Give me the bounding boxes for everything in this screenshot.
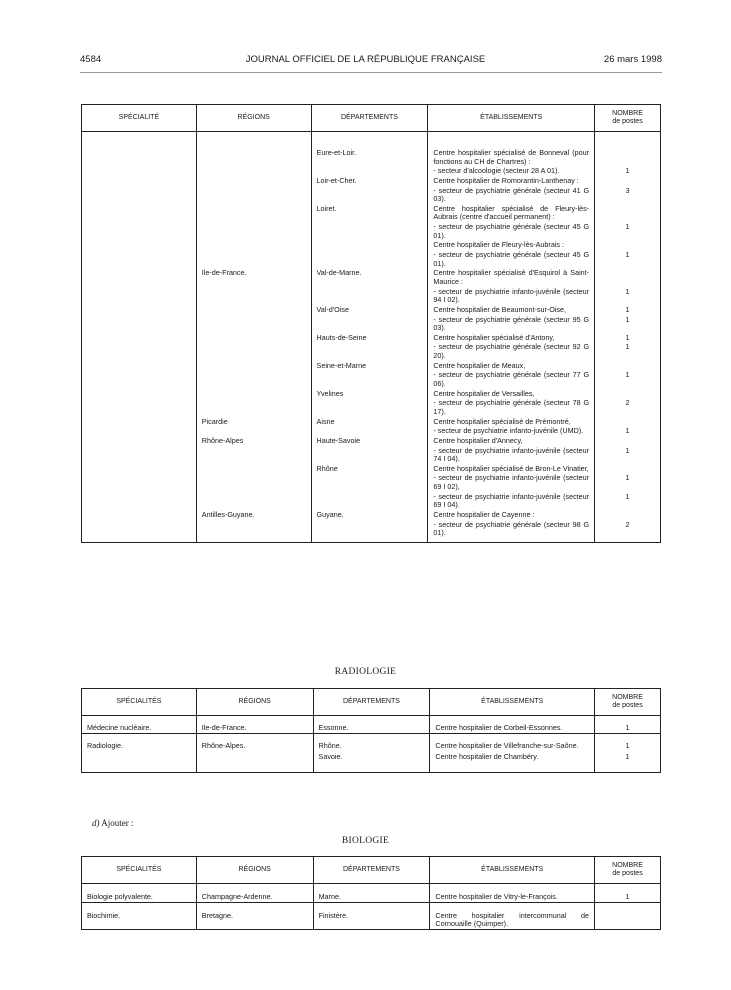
region-cell: [196, 473, 311, 491]
nombre-cell: 1: [595, 342, 661, 360]
table-row: [82, 333, 661, 343]
table-row: [82, 240, 661, 250]
specialite-cell: Radiologie.: [82, 733, 197, 750]
table-row: [82, 716, 661, 734]
departement-cell: Rhône: [311, 464, 428, 474]
region-cell: [196, 250, 311, 268]
departement-cell: [311, 520, 428, 543]
table-row: [82, 132, 661, 167]
etablissement-cell: - secteur de psychiatrie générale (secteur 98 G 01).: [428, 520, 595, 543]
region-cell: [196, 186, 311, 204]
specialite-cell: [82, 473, 197, 491]
nombre-cell: 1: [595, 750, 661, 772]
etablissement-cell: Centre hospitalier spécialisé d'Antony,: [428, 333, 595, 343]
etablissement-cell: - secteur de psychiatrie générale (secteur 41 G 03).: [428, 186, 595, 204]
region-cell: Ile-de-France.: [196, 268, 311, 286]
table-row: [82, 426, 661, 436]
etablissement-cell: Centre hospitalier de Romorantin-Lanthenay :: [428, 176, 595, 186]
specialite-cell: [82, 464, 197, 474]
table-row: [82, 902, 661, 929]
departement-cell: [311, 370, 428, 388]
specialite-cell: [82, 426, 197, 436]
departement-cell: [311, 287, 428, 305]
nombre-cell: 1: [595, 333, 661, 343]
departement-cell: Eure-et-Loir.: [311, 132, 428, 167]
table-row: [82, 510, 661, 520]
note-letter: d): [92, 818, 100, 828]
nombre-cell: [595, 417, 661, 427]
etablissement-cell: Centre hospitalier spécialisé de Bonneval (pour fonctions au CH de Chartres) :: [428, 132, 595, 167]
nombre-label: NOMBRE: [612, 861, 643, 869]
departement-cell: [311, 473, 428, 491]
specialite-cell: [82, 305, 197, 315]
table-row: [82, 342, 661, 360]
table-row: [82, 473, 661, 491]
departement-cell: [311, 186, 428, 204]
table-row: [82, 417, 661, 427]
nombre-cell: 1: [595, 473, 661, 491]
table-row: [82, 750, 661, 772]
etablissement-cell: - secteur de psychiatrie générale (secteur 78 G 17).: [428, 398, 595, 416]
region-cell: [196, 166, 311, 176]
region-cell: [196, 240, 311, 250]
nombre-cell: 1: [595, 305, 661, 315]
nombre-cell: [595, 902, 661, 929]
col-header-etablissements: ÉTABLISSEMENTS: [430, 689, 595, 716]
table-row: [82, 222, 661, 240]
specialite-cell: [82, 510, 197, 520]
specialite-cell: [82, 398, 197, 416]
region-cell: [196, 361, 311, 371]
etablissement-cell: - secteur de psychiatrie générale (secteur 92 G 20).: [428, 342, 595, 360]
table-row: [82, 398, 661, 416]
etablissement-cell: Centre hospitalier d'Annecy,: [428, 436, 595, 446]
specialite-cell: [82, 417, 197, 427]
table-row: [82, 305, 661, 315]
specialite-cell: [82, 315, 197, 333]
specialite-cell: [82, 492, 197, 510]
region-cell: [196, 132, 311, 167]
col-header-etablissements: ÉTABLISSEMENTS: [430, 857, 595, 884]
nombre-cell: 3: [595, 186, 661, 204]
table-row: [82, 884, 661, 903]
etablissement-cell: Centre hospitalier de Meaux,: [428, 361, 595, 371]
departement-cell: Savoie.: [313, 750, 430, 772]
departement-cell: [311, 398, 428, 416]
departement-cell: [311, 315, 428, 333]
region-cell: [196, 426, 311, 436]
table-row: [82, 186, 661, 204]
etablissement-cell: Centre hospitalier de Chambéry.: [430, 750, 595, 772]
specialite-cell: [82, 222, 197, 240]
nombre-cell: 1: [595, 222, 661, 240]
region-cell: [196, 520, 311, 543]
nombre-cell: 1: [595, 166, 661, 176]
table-row: [82, 268, 661, 286]
departement-cell: Seine-et-Marne: [311, 361, 428, 371]
table-row: [82, 166, 661, 176]
col-header-nombre: [595, 105, 661, 132]
postes-label: de postes: [612, 702, 643, 709]
table-row: [82, 370, 661, 388]
biologie-table: [81, 856, 661, 930]
departement-cell: Essonne.: [313, 716, 430, 734]
specialite-cell: [82, 250, 197, 268]
departement-cell: Rhône.: [313, 733, 430, 750]
departement-cell: [311, 222, 428, 240]
specialite-cell: Biochimie.: [82, 902, 197, 929]
table-row: [82, 250, 661, 268]
radiologie-table: [81, 688, 661, 773]
nombre-cell: 1: [595, 370, 661, 388]
region-cell: [196, 342, 311, 360]
etablissement-cell: - secteur de psychiatrie infanto-juvénile (secteur 69 I 02),: [428, 473, 595, 491]
nombre-cell: 1: [595, 884, 661, 903]
note-text: Ajouter :: [101, 818, 134, 828]
region-cell: [196, 287, 311, 305]
region-cell: [196, 370, 311, 388]
page-number: 4584: [80, 54, 102, 65]
departement-cell: Hauts-de-Seine: [311, 333, 428, 343]
departement-cell: Aisne: [311, 417, 428, 427]
table-row: [82, 315, 661, 333]
departement-cell: [311, 446, 428, 464]
etablissement-cell: - secteur de psychiatrie infanto-juvénile (secteur 94 I 02).: [428, 287, 595, 305]
nombre-cell: [595, 240, 661, 250]
region-cell: [196, 305, 311, 315]
region-cell: [196, 204, 311, 222]
nombre-cell: 1: [595, 287, 661, 305]
radiologie-title: RADIOLOGIE: [334, 667, 397, 677]
etablissement-cell: Centre hospitalier de Corbeil-Essonnes.: [430, 716, 595, 734]
departement-cell: [311, 250, 428, 268]
departement-cell: [311, 492, 428, 510]
departement-cell: [311, 240, 428, 250]
nombre-cell: 2: [595, 398, 661, 416]
etablissement-cell: - secteur d'alcoologie (secteur 28 A 01).: [428, 166, 595, 176]
postes-label: de postes: [612, 870, 643, 877]
nombre-cell: [595, 510, 661, 520]
table-row: [82, 287, 661, 305]
specialite-cell: [82, 342, 197, 360]
departement-cell: Val-de-Marne.: [311, 268, 428, 286]
journal-title: JOURNAL OFFICIEL DE LA RÉPUBLIQUE FRANÇAISE: [245, 54, 486, 65]
nombre-cell: 1: [595, 733, 661, 750]
specialite-cell: [82, 186, 197, 204]
etablissement-cell: - secteur de psychiatrie infanto-juvénile (secteur 69 I 04).: [428, 492, 595, 510]
specialite-cell: [82, 436, 197, 446]
region-cell: Rhône-Alpes.: [196, 733, 313, 750]
col-header-specialites: SPÉCIALITÉS: [82, 857, 197, 884]
etablissement-cell: Centre hospitalier spécialisé de Bron-Le Vinatier,: [428, 464, 595, 474]
table-row: [82, 176, 661, 186]
table-row: [82, 733, 661, 750]
nombre-cell: 1: [595, 315, 661, 333]
nombre-cell: 1: [595, 250, 661, 268]
nombre-cell: 1: [595, 426, 661, 436]
specialite-cell: [82, 166, 197, 176]
specialite-cell: [82, 750, 197, 772]
etablissement-cell: - secteur de psychiatrie générale (secteur 45 G 01).: [428, 250, 595, 268]
region-cell: Rhône-Alpes: [196, 436, 311, 446]
region-cell: [196, 389, 311, 399]
etablissement-cell: Centre hospitalier de Beaumont-sur-Oise,: [428, 305, 595, 315]
etablissement-cell: Centre hospitalier intercommunal de Cornouaille (Quimper).: [430, 902, 595, 929]
region-cell: [196, 176, 311, 186]
nombre-label: NOMBRE: [612, 693, 643, 701]
nombre-cell: [595, 268, 661, 286]
col-header-regions: RÉGIONS: [196, 105, 311, 132]
departement-cell: [311, 342, 428, 360]
biologie-title: BIOLOGIE: [341, 836, 390, 846]
nombre-label: NOMBRE: [612, 109, 643, 117]
region-cell: [196, 464, 311, 474]
specialite-cell: [82, 204, 197, 222]
specialite-cell: [82, 132, 197, 167]
specialite-cell: [82, 240, 197, 250]
departement-cell: Loiret.: [311, 204, 428, 222]
etablissement-cell: - secteur de psychiatrie générale (secteur 95 G 03).: [428, 315, 595, 333]
nombre-cell: [595, 436, 661, 446]
region-cell: [196, 222, 311, 240]
specialite-cell: [82, 268, 197, 286]
col-header-departements: DÉPARTEMENTS: [313, 857, 430, 884]
table-row: [82, 204, 661, 222]
specialite-cell: [82, 370, 197, 388]
nombre-cell: [595, 361, 661, 371]
region-cell: [196, 315, 311, 333]
nombre-cell: 1: [595, 716, 661, 734]
table-row: [82, 492, 661, 510]
departement-cell: [311, 426, 428, 436]
departement-cell: Haute-Savoie: [311, 436, 428, 446]
region-cell: [196, 333, 311, 343]
table-row: [82, 361, 661, 371]
table-row: [82, 436, 661, 446]
col-header-departements: DÉPARTEMENTS: [311, 105, 428, 132]
departement-cell: Yvelines: [311, 389, 428, 399]
specialite-cell: [82, 389, 197, 399]
region-cell: [196, 750, 313, 772]
specialite-cell: [82, 333, 197, 343]
ajouter-note: [92, 818, 134, 828]
col-header-regions: RÉGIONS: [196, 689, 313, 716]
specialite-cell: [82, 361, 197, 371]
departement-cell: Marne.: [313, 884, 430, 903]
header-rule: [80, 72, 662, 73]
region-cell: Bretagne.: [196, 902, 313, 929]
table-row: [82, 464, 661, 474]
etablissement-cell: Centre hospitalier de Cayenne :: [428, 510, 595, 520]
specialite-cell: Médecine nucléaire.: [82, 716, 197, 734]
nombre-cell: [595, 389, 661, 399]
col-header-nombre: [595, 857, 661, 884]
region-cell: [196, 446, 311, 464]
departement-cell: Guyane.: [311, 510, 428, 520]
nombre-cell: [595, 132, 661, 167]
table-row: [82, 520, 661, 543]
nombre-cell: 1: [595, 446, 661, 464]
etablissement-cell: - secteur de psychiatrie générale (secteur 77 G 06).: [428, 370, 595, 388]
departement-cell: Finistère.: [313, 902, 430, 929]
col-header-specialites: SPÉCIALITÉS: [82, 689, 197, 716]
nombre-cell: 2: [595, 520, 661, 543]
postes-label: de postes: [612, 118, 643, 125]
etablissement-cell: Centre hospitalier de Vitry-le-François.: [430, 884, 595, 903]
etablissement-cell: Centre hospitalier spécialisé de Fleury-lès-Aubrais (centre d'accueil permanent) :: [428, 204, 595, 222]
table-row: [82, 389, 661, 399]
col-header-nombre: [595, 689, 661, 716]
region-cell: Ile-de-France.: [196, 716, 313, 734]
departement-cell: [311, 166, 428, 176]
etablissement-cell: - secteur de psychiatrie infanto-juvénile (UMD).: [428, 426, 595, 436]
region-cell: Antilles-Guyane.: [196, 510, 311, 520]
nombre-cell: [595, 176, 661, 186]
etablissement-cell: Centre hospitalier spécialisé de Prémontré,: [428, 417, 595, 427]
region-cell: [196, 492, 311, 510]
col-header-departements: DÉPARTEMENTS: [313, 689, 430, 716]
etablissement-cell: Centre hospitalier spécialisé d'Esquirol à Saint-Maurice :: [428, 268, 595, 286]
specialite-cell: [82, 446, 197, 464]
col-header-specialite: SPÉCIALITÉ: [82, 105, 197, 132]
region-cell: [196, 398, 311, 416]
etablissement-cell: Centre hospitalier de Versailles,: [428, 389, 595, 399]
etablissement-cell: - secteur de psychiatrie infanto-juvénile (secteur 74 I 04).: [428, 446, 595, 464]
region-cell: Picardie: [196, 417, 311, 427]
etablissement-cell: - secteur de psychiatrie générale (secteur 45 G 01).: [428, 222, 595, 240]
etablissement-cell: Centre hospitalier de Fleury-lès-Aubrais :: [428, 240, 595, 250]
table-row: [82, 446, 661, 464]
etablissement-cell: Centre hospitalier de Villefranche-sur-Saône.: [430, 733, 595, 750]
specialite-cell: [82, 520, 197, 543]
nombre-cell: [595, 204, 661, 222]
departement-cell: Val-d'Oise: [311, 305, 428, 315]
specialite-cell: Biologie polyvalente.: [82, 884, 197, 903]
specialite-cell: [82, 176, 197, 186]
col-header-regions: RÉGIONS: [196, 857, 313, 884]
departement-cell: Loir-et-Cher.: [311, 176, 428, 186]
nombre-cell: [595, 464, 661, 474]
col-header-etablissements: ÉTABLISSEMENTS: [428, 105, 595, 132]
psychiatrie-table: [81, 104, 661, 543]
region-cell: Champagne-Ardenne.: [196, 884, 313, 903]
page-date: 26 mars 1998: [603, 54, 662, 65]
nombre-cell: 1: [595, 492, 661, 510]
specialite-cell: [82, 287, 197, 305]
